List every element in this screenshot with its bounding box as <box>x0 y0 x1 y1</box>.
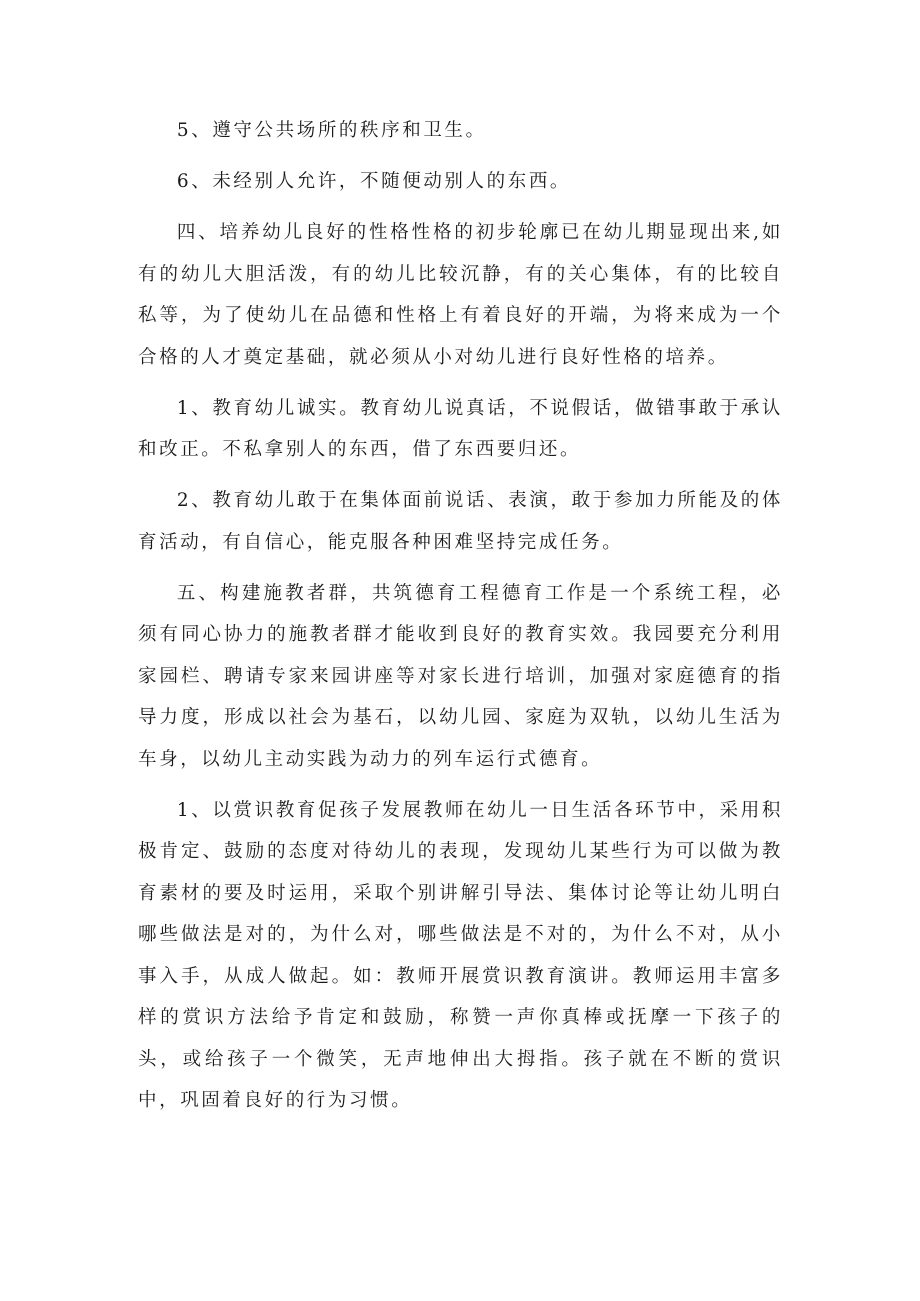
paragraph-section-4-item-1: 1、教育幼儿诚实。教育幼儿说真话，不说假话，做错事敢于承认和改正。不私拿别人的东西，借了东西要归还。 <box>138 397 783 460</box>
document-body <box>138 110 783 1131</box>
paragraph-section-5-item-1: 1、以赏识教育促孩子发展教师在幼儿一日生活各环节中，采用积极肯定、鼓励的态度对待幼儿的表现，发现幼儿某些行为可以做为教育素材的要及时运用，采取个别讲解引导法、集体讨论等让幼儿明白哪些做法是对的，为什么对，哪些做法是不对的，为什么不对，从小事入手，从成人做起。如：教师开展赏识教育演讲。教师运用丰富多样的赏识方法给予肯定和鼓励，称赞一声你真棒或抚摩一下孩子的头，或给孩子一个微笑，无声地伸出大拇指。孩子就在不断的赏识中，巩固着良好的行为习惯。 <box>138 799 783 1111</box>
paragraph-rule-6: 6、未经别人允许，不随便动别人的东西。 <box>176 171 572 192</box>
paragraph-section-4: 四、培养幼儿良好的性格性格的初步轮廓已在幼儿期显现出来,如有的幼儿大胆活泼，有的幼儿比较沉静，有的关心集体，有的比较自私等，为了使幼儿在品德和性格上有着良好的开端，为将来成为一个合格的人才奠定基础，就必须从小对幼儿进行良好性格的培养。 <box>138 222 783 368</box>
paragraph-section-4-item-2: 2、教育幼儿敢于在集体面前说话、表演，敢于参加力所能及的体育活动，有自信心，能克服各种困难坚持完成任务。 <box>138 490 783 553</box>
paragraph-section-5: 五、构建施教者群，共筑德育工程德育工作是一个系统工程，必须有同心协力的施教者群才能收到良好的教育实效。我园要充分利用家园栏、聘请专家来园讲座等对家长进行培训，加强对家庭德育的指导力度，形成以社会为基石，以幼儿园、家庭为双轨，以幼儿生活为车身，以幼儿主动实践为动力的列车运行式德育。 <box>138 582 783 770</box>
paragraph-rule-5: 5、遵守公共场所的秩序和卫生。 <box>176 120 487 141</box>
